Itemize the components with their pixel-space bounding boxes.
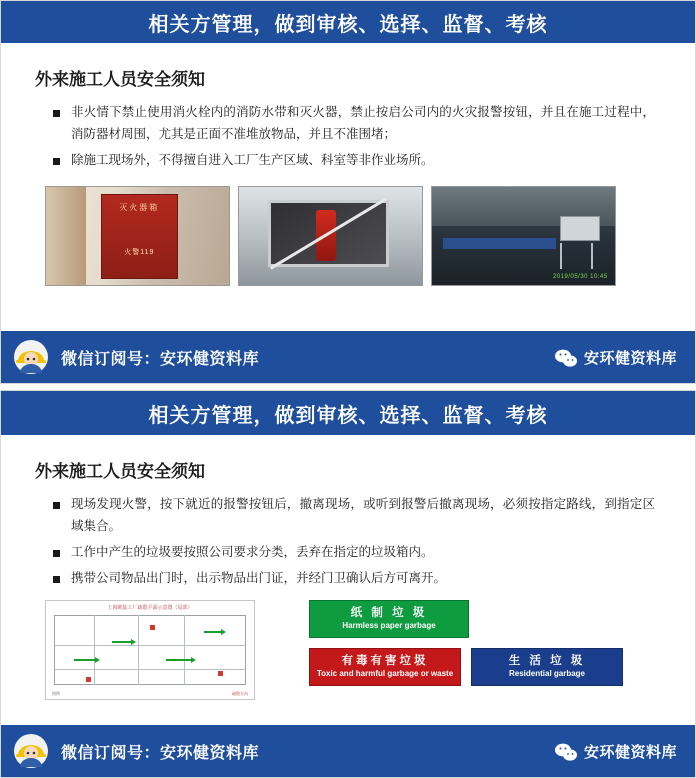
floorplan-divider [54,669,246,670]
slide-2-body [1,437,695,590]
sign-harmless-paper-en: Harmless paper garbage [342,620,436,630]
footer-account-label: 安环健资料库 [583,349,677,367]
fire-cabinet-photo-subcaption: 火警119 [124,249,155,257]
list-item: 除施工现场外，不得擅自进入工厂生产区域、科室等非作业场所。 [53,150,655,172]
sign-toxic-harmful-en: Toxic and harmful garbage or waste [316,668,454,678]
slide-1-footer [1,329,695,383]
floorplan-title: 上海欧陆工厂疏散平面示意图（局部） [107,604,193,611]
photo-timestamp: 2019/05/30 10:45 [552,273,608,280]
list-item: 携带公司物品出门时，出示物品出门证，并经门卫确认后方可离开。 [53,568,655,590]
slide-2-footer [1,723,695,777]
slide-2-graphics-row [1,594,695,700]
assembly-point-marker [150,625,155,630]
assembly-point-marker [86,677,91,682]
list-item: 现场发现火警，按下就近的报警按钮后，撤离现场，或听到报警后撤离现场，必须按指定路线，到指定区域集合。 [53,494,655,538]
wechat-icon [554,742,576,760]
fire-extinguisher-cabinet-photo [238,186,423,286]
workshop-room-photo [431,186,616,286]
footer-subscription-label: 微信订阅号：安环健资料库 [61,744,260,762]
footer-left-group [13,733,259,769]
slide-2-subtitle: 外来施工人员安全须知 [35,462,205,481]
list-item: 非火情下禁止使用消火栓内的消防水带和灭火器，禁止按启公司内的火灾报警按钮，并且在施工过程中，消防器材周围，尤其是正面不准堆放物品，并且不准围堵； [53,102,655,146]
footer-right-group [554,741,677,762]
slide-1-body [1,45,695,172]
sign-residential-cn: 生 活 垃 圾 [508,655,586,668]
floorplan-divider [138,615,139,685]
fire-cabinet-photo [45,186,230,286]
floorplan-divider [54,645,246,646]
slide-2-banner-title: 相关方管理，做到审核、选择、监督、考核 [1,391,695,437]
slide-1 [0,0,696,384]
wechat-icon [554,348,576,366]
footer-right-group [554,347,677,368]
stand-shape [560,243,593,268]
footer-left-group [13,339,259,375]
evacuation-arrow [204,631,222,633]
sign-residential [471,648,623,686]
sign-harmless-paper-cn: 纸 制 垃 圾 [350,607,428,620]
footer-account-label: 安环健资料库 [583,743,677,761]
fire-cabinet-photo-caption: 灭火器箱 [119,203,160,213]
sign-toxic-harmful-cn: 有毒有害垃圾 [341,655,429,668]
slide-1-photo-row [1,176,695,286]
wall-unit-shape [560,216,600,241]
evacuation-arrow [112,641,132,643]
table-shape [443,238,556,250]
list-item: 工作中产生的垃圾要按照公司要求分类，丢弃在指定的垃圾箱内。 [53,542,655,564]
floorplan-legend-label: 图例 [52,690,60,696]
worker-helmet-avatar-icon [13,339,49,375]
floorplan-divider [184,615,185,685]
sign-harmless-paper [309,600,469,638]
sign-residential-en: Residential garbage [508,668,586,678]
sign-toxic-harmful [309,648,461,686]
floorplan-divider [94,615,95,685]
assembly-point-marker [218,671,223,676]
slide-1-banner-title: 相关方管理，做到审核、选择、监督、考核 [1,1,695,45]
waste-sign-row [309,648,623,686]
worker-helmet-avatar-icon [13,733,49,769]
slide-1-subtitle: 外来施工人员安全须知 [35,70,205,89]
slide-1-bullet-list [35,102,661,172]
door-jamb-shape [46,187,86,285]
evacuation-arrow [74,659,96,661]
evacuation-arrow [166,659,192,661]
footer-subscription-label: 微信订阅号：安环健资料库 [61,350,260,368]
waste-sign-group [269,600,623,686]
floorplan-direction-label: 疏散方向 [232,690,248,696]
slide-2 [0,390,696,778]
slide-2-bullet-list [35,494,661,590]
evacuation-floorplan [45,600,255,700]
glass-reflection-shape [268,200,389,267]
